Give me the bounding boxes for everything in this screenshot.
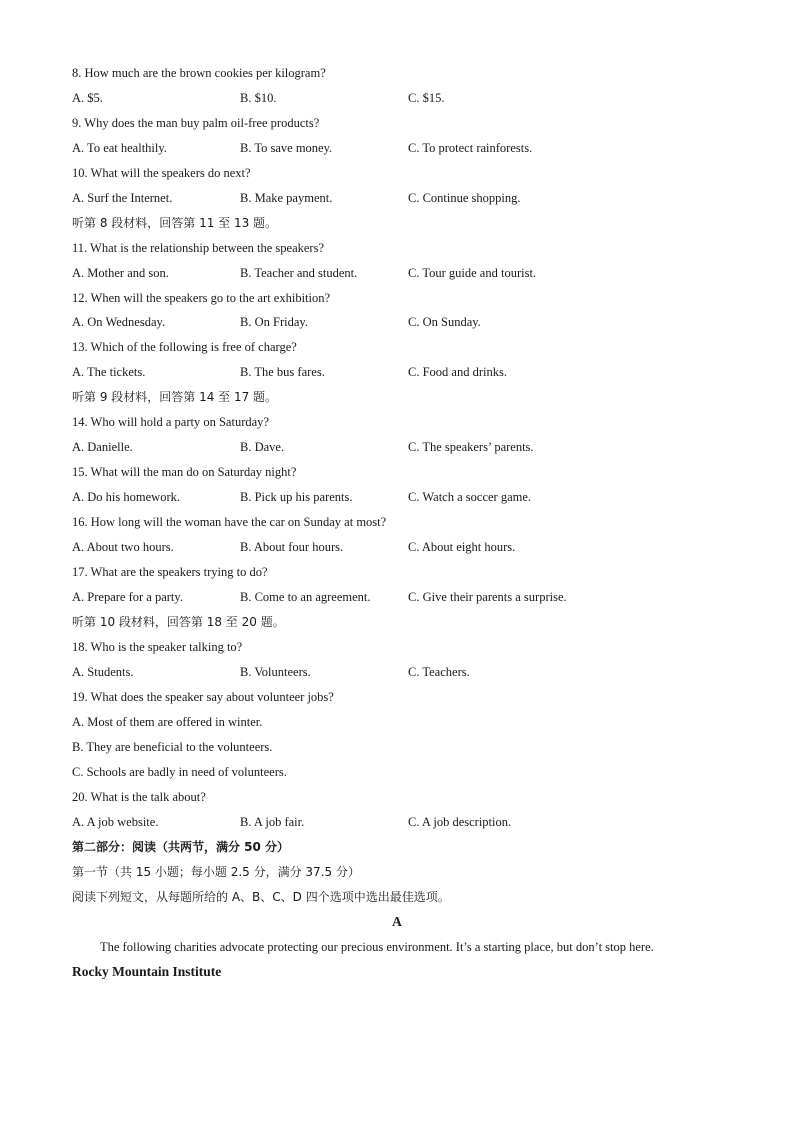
option-a: A. Danielle. [72,440,133,454]
option-a: A. $5. [72,91,103,105]
option-c: C. Give their parents a surprise. [408,590,567,604]
option-line: B. They are beneficial to the volunteers. [72,740,273,754]
passage-intro: The following charities advocate protecting our precious environment. It’s a starting place, but don’t stop here. [100,940,654,954]
option-c: C. To protect rainforests. [408,141,533,155]
section-instruction: 阅读下列短文，从每题所给的 A、B、C、D 四个选项中选出最佳选项。 [72,890,450,904]
option-b: B. Dave. [240,440,285,454]
option-a: A. Students. [72,665,134,679]
option-c: C. Watch a soccer game. [408,490,532,504]
question-stem: 14. Who will hold a party on Saturday? [72,415,269,429]
option-a: A. The tickets. [72,365,146,379]
option-b: B. A job fair. [240,815,305,829]
option-a: A. Do his homework. [72,490,180,504]
question-stem: 9. Why does the man buy palm oil-free products? [72,116,320,130]
option-b: B. Come to an agreement. [240,590,371,604]
question-stem: 8. How much are the brown cookies per kilogram? [72,66,326,80]
option-a: A. Mother and son. [72,266,169,280]
question-stem: 19. What does the speaker say about volunteer jobs? [72,690,334,704]
option-b: B. $10. [240,91,277,105]
section-title: 第二部分：阅读（共两节，满分 50 分） [72,840,290,854]
option-a: A. Prepare for a party. [72,590,183,604]
question-stem: 11. What is the relationship between the speakers? [72,241,325,255]
option-c: C. Continue shopping. [408,191,521,205]
option-b: B. On Friday. [240,315,308,329]
listening-instruction: 听第 8 段材料，回答第 11 至 13 题。 [72,216,278,230]
option-a: A. Surf the Internet. [72,191,173,205]
passage-heading: Rocky Mountain Institute [72,964,222,979]
option-c: C. Tour guide and tourist. [408,266,537,280]
option-b: B. Volunteers. [240,665,311,679]
listening-instruction: 听第 10 段材料，回答第 18 至 20 题。 [72,615,285,629]
question-stem: 10. What will the speakers do next? [72,166,251,180]
option-a: A. About two hours. [72,540,174,554]
option-b: B. The bus fares. [240,365,325,379]
option-c: C. On Sunday. [408,315,481,329]
question-stem: 13. Which of the following is free of charge? [72,340,297,354]
question-stem: 17. What are the speakers trying to do? [72,565,268,579]
option-c: C. About eight hours. [408,540,516,554]
section-subtitle: 第一节（共 15 小题；每小题 2.5 分，满分 37.5 分） [72,865,360,879]
option-c: C. $15. [408,91,445,105]
option-line: A. Most of them are offered in winter. [72,715,263,729]
option-c: C. A job description. [408,815,512,829]
passage-label: A [392,914,402,929]
option-a: A. To eat healthily. [72,141,167,155]
option-b: B. About four hours. [240,540,344,554]
question-stem: 18. Who is the speaker talking to? [72,640,243,654]
option-b: B. Make payment. [240,191,333,205]
option-b: B. Pick up his parents. [240,490,353,504]
option-a: A. A job website. [72,815,159,829]
question-stem: 15. What will the man do on Saturday night? [72,465,297,479]
listening-instruction: 听第 9 段材料，回答第 14 至 17 题。 [72,390,278,404]
option-line: C. Schools are badly in need of volunteers. [72,765,287,779]
option-b: B. To save money. [240,141,333,155]
option-c: C. Teachers. [408,665,470,679]
option-a: A. On Wednesday. [72,315,166,329]
option-c: C. The speakers’ parents. [408,440,534,454]
question-stem: 20. What is the talk about? [72,790,206,804]
question-stem: 16. How long will the woman have the car on Sunday at most? [72,515,387,529]
question-stem: 12. When will the speakers go to the art exhibition? [72,291,331,305]
option-c: C. Food and drinks. [408,365,507,379]
option-b: B. Teacher and student. [240,266,358,280]
